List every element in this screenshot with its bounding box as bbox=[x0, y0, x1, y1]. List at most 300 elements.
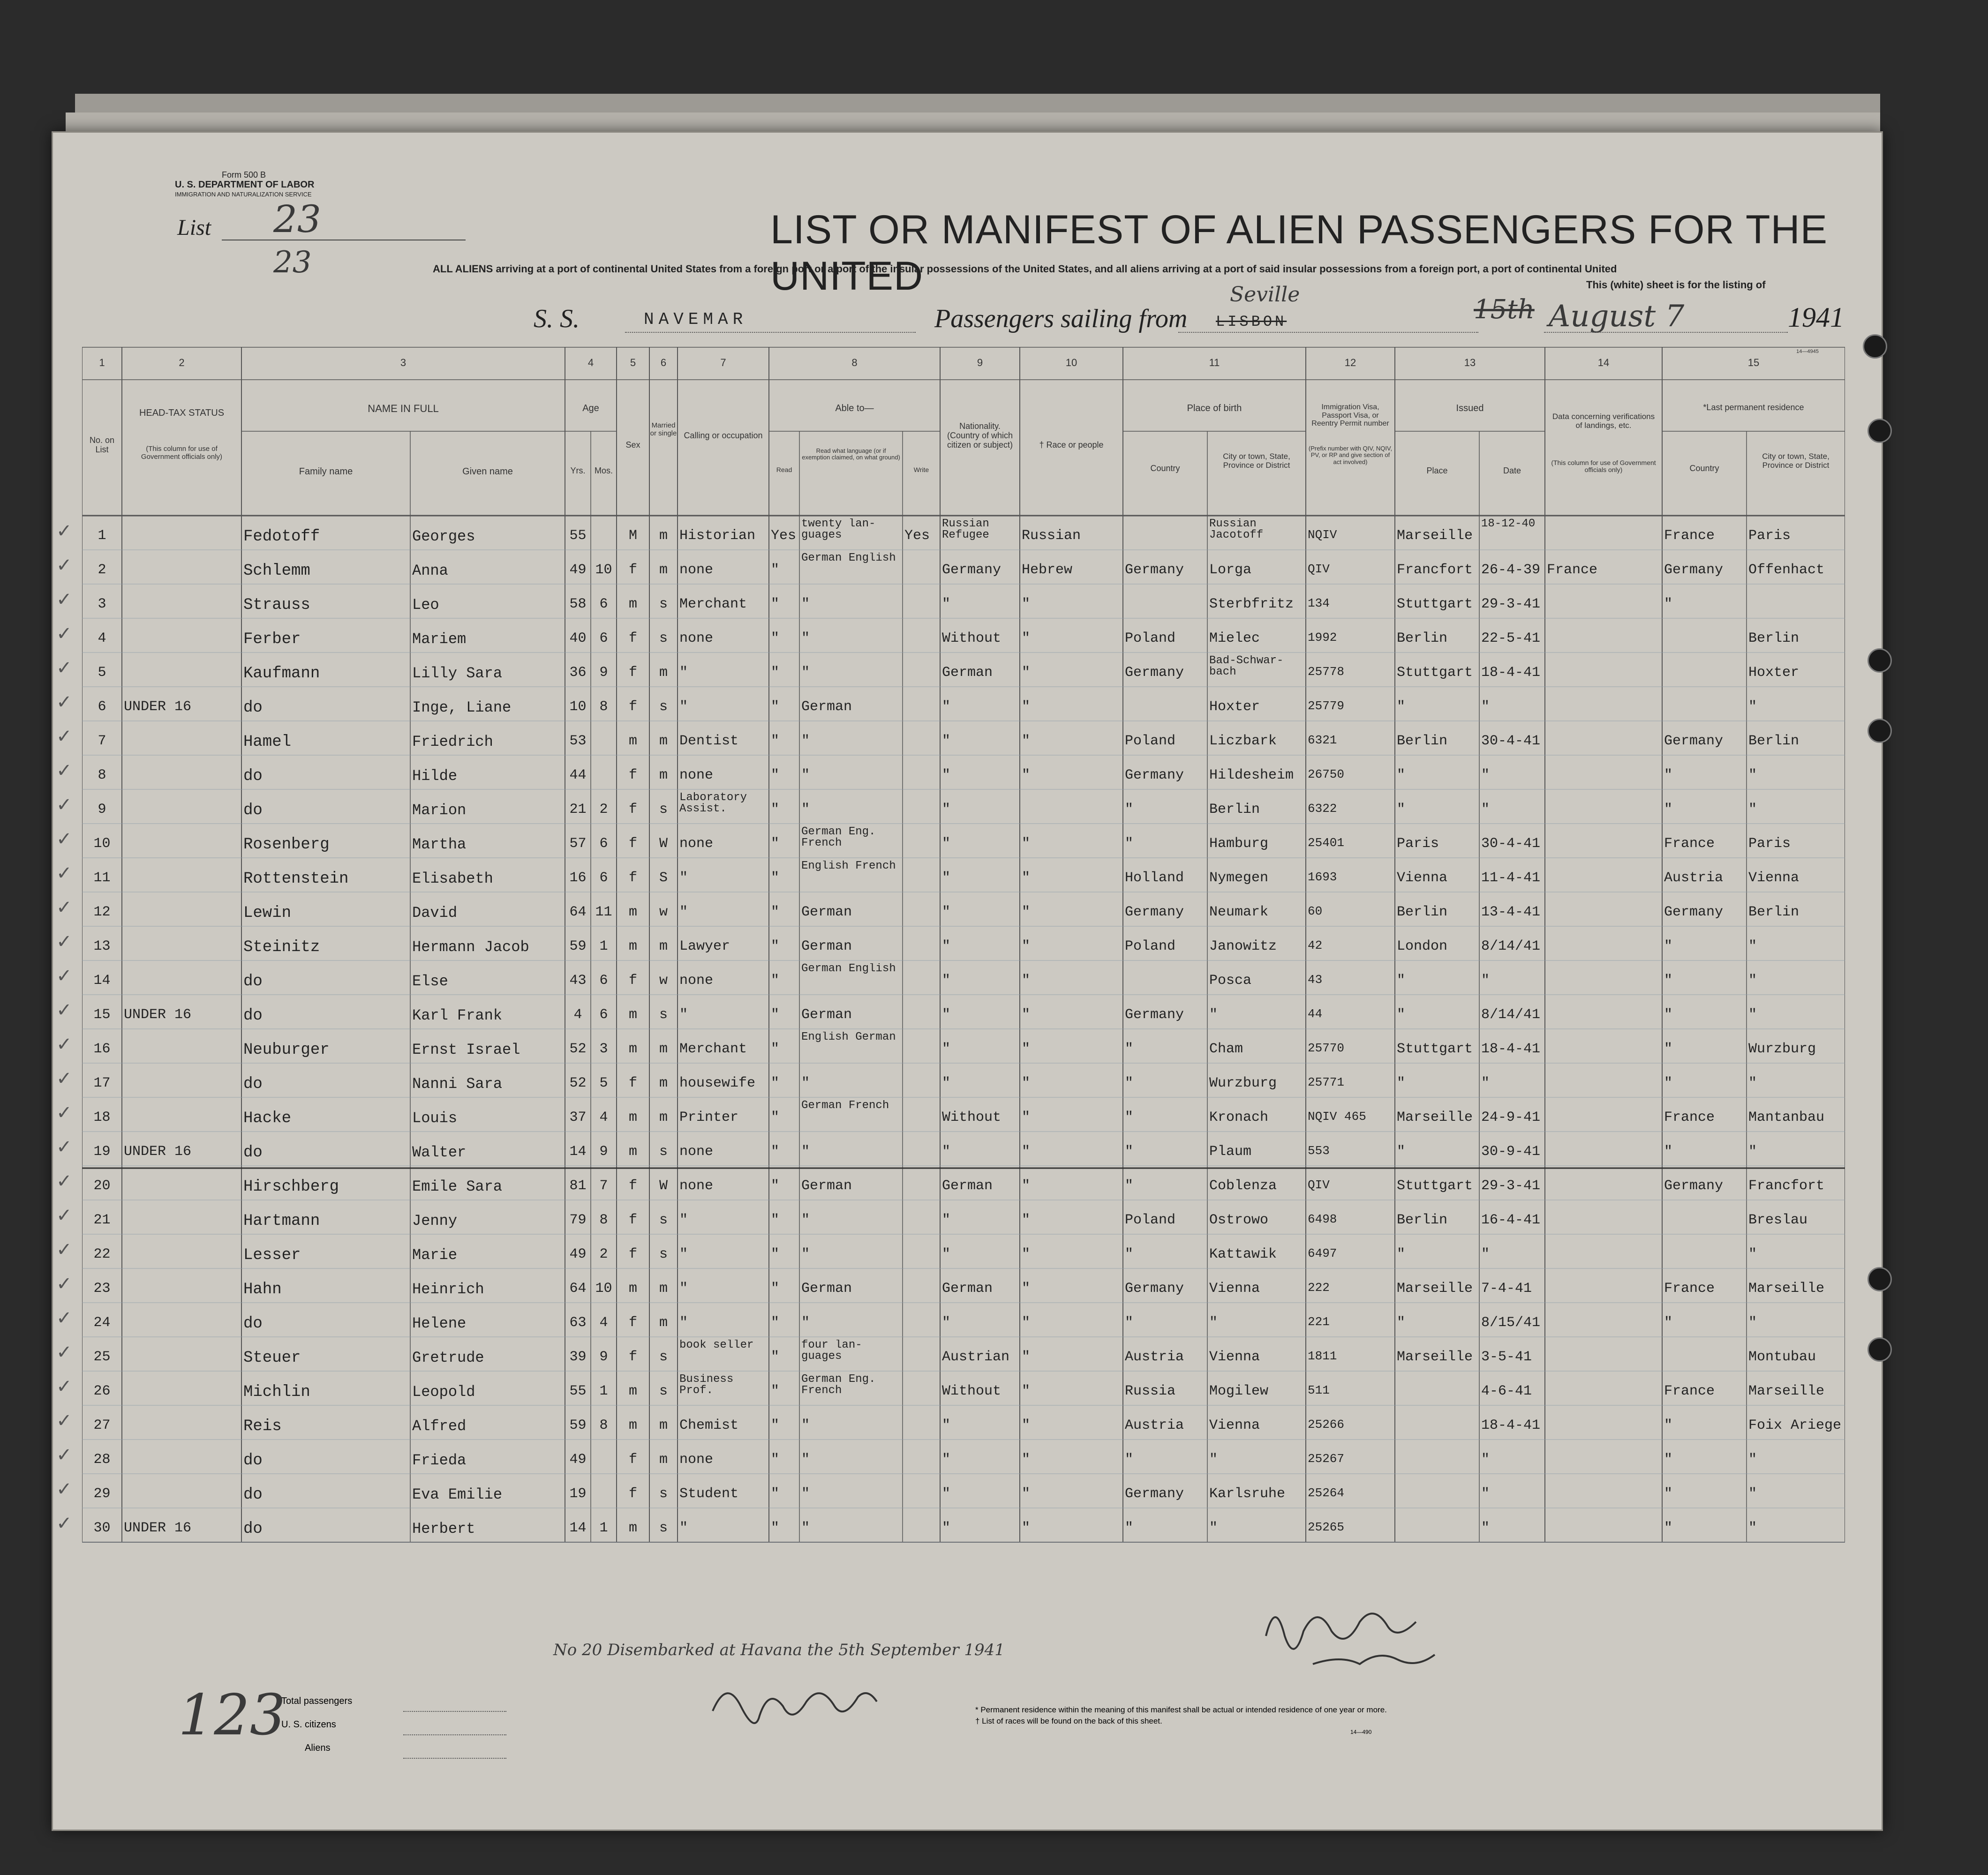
occupation: Dentist bbox=[679, 733, 739, 749]
birth-city: Bad-Schwar- bach bbox=[1209, 655, 1284, 678]
residence-country: " bbox=[1664, 1144, 1673, 1160]
marital-status: s bbox=[659, 1520, 668, 1536]
race: " bbox=[1022, 733, 1031, 749]
issued-place: " bbox=[1397, 699, 1406, 715]
birth-city: Posca bbox=[1209, 973, 1252, 989]
marital-status: s bbox=[659, 1383, 668, 1399]
age-months: 6 bbox=[599, 973, 608, 989]
nationality: " bbox=[942, 802, 951, 818]
occupation: none bbox=[679, 767, 714, 783]
family-name: Lewin bbox=[243, 904, 292, 922]
birth-city: Wurzburg bbox=[1209, 1075, 1277, 1091]
table-row bbox=[56, 1166, 1845, 1199]
can-read: " bbox=[771, 1178, 780, 1194]
race: Hebrew bbox=[1022, 562, 1073, 578]
given-name: Frieda bbox=[412, 1452, 467, 1469]
issued-place: Berlin bbox=[1397, 733, 1448, 749]
family-name: Neuburger bbox=[243, 1041, 330, 1059]
issued-place: London bbox=[1397, 938, 1448, 954]
family-name: Rottenstein bbox=[243, 870, 349, 888]
occupation: Laboratory Assist. bbox=[679, 792, 747, 815]
marital-status: m bbox=[659, 1452, 668, 1468]
nationality: German bbox=[942, 665, 993, 681]
form-number: Form 500 B bbox=[222, 170, 266, 180]
table-row bbox=[56, 721, 1845, 754]
occupation: " bbox=[679, 904, 688, 920]
row-number: 3 bbox=[98, 596, 106, 612]
table-row bbox=[56, 1303, 1845, 1336]
age-months: 11 bbox=[595, 904, 612, 920]
residence-country: " bbox=[1664, 938, 1673, 954]
family-name: do bbox=[243, 699, 263, 717]
marital-status: W bbox=[659, 1178, 668, 1194]
can-read: " bbox=[771, 1144, 780, 1160]
checkmark-icon: ✓ bbox=[56, 965, 72, 987]
can-read: " bbox=[771, 870, 780, 886]
table-row bbox=[56, 550, 1845, 583]
col-header-calling: Calling or occupation bbox=[684, 431, 763, 440]
issued-date: " bbox=[1481, 1486, 1490, 1502]
checkmark-icon: ✓ bbox=[56, 1170, 72, 1192]
given-name: Nanni Sara bbox=[412, 1075, 503, 1093]
col-header-married: Married or single bbox=[650, 421, 677, 437]
column-number: 14 bbox=[1597, 357, 1610, 368]
row-number: 29 bbox=[93, 1486, 111, 1502]
col-header-yrs: Yrs. bbox=[570, 466, 586, 475]
binder-hole bbox=[1868, 719, 1892, 743]
issued-date: 8/14/41 bbox=[1481, 938, 1541, 954]
marital-status: S bbox=[659, 870, 668, 886]
race: " bbox=[1022, 1452, 1031, 1468]
languages: " bbox=[801, 767, 810, 783]
birth-city: Cham bbox=[1209, 1041, 1243, 1057]
given-name: Jenny bbox=[412, 1212, 458, 1230]
marital-status: s bbox=[659, 1486, 668, 1502]
nationality: Austrian bbox=[942, 1349, 1010, 1365]
visa-number: 25770 bbox=[1308, 1041, 1345, 1055]
race: " bbox=[1022, 938, 1031, 954]
can-write: Yes bbox=[904, 528, 930, 544]
residence-city: " bbox=[1748, 1144, 1757, 1160]
given-name: Heinrich bbox=[412, 1281, 484, 1298]
birth-city: " bbox=[1209, 1520, 1218, 1536]
occupation: " bbox=[679, 870, 688, 886]
languages: German bbox=[801, 1178, 852, 1194]
havana-note: No 20 Disembarked at Havana the 5th September 1941 bbox=[553, 1641, 1005, 1659]
issued-place: " bbox=[1397, 1075, 1406, 1091]
issued-date: " bbox=[1481, 973, 1490, 989]
occupation: " bbox=[679, 1281, 688, 1297]
sex: m bbox=[628, 1418, 637, 1433]
birth-country: " bbox=[1125, 802, 1134, 818]
visa-number: 26750 bbox=[1308, 767, 1345, 781]
head-tax-status: UNDER 16 bbox=[124, 699, 192, 715]
birth-country: " bbox=[1125, 836, 1134, 852]
age-months: 10 bbox=[595, 562, 612, 578]
family-name: Rosenberg bbox=[243, 836, 330, 854]
occupation: Business Prof. bbox=[679, 1374, 734, 1397]
col-header-given: Given name bbox=[462, 466, 513, 477]
binder-hole bbox=[1868, 1337, 1892, 1362]
age-years: 55 bbox=[569, 528, 587, 544]
issued-date: 18-12-40 bbox=[1481, 518, 1536, 530]
checkmark-icon: ✓ bbox=[56, 862, 72, 884]
sex: f bbox=[628, 1212, 637, 1228]
page-subtitle-2: This (white) sheet is for the listing of bbox=[1586, 279, 1766, 291]
checkmark-icon: ✓ bbox=[56, 623, 72, 645]
visa-number: 60 bbox=[1308, 904, 1323, 918]
birth-city: Kattawik bbox=[1209, 1246, 1277, 1262]
birth-country: Holland bbox=[1125, 870, 1184, 886]
marital-status: s bbox=[659, 802, 668, 818]
race: " bbox=[1022, 870, 1031, 886]
issued-date: 18-4-41 bbox=[1481, 1041, 1541, 1057]
table-row bbox=[56, 824, 1845, 857]
marital-status: s bbox=[659, 699, 668, 715]
issued-date: 8/15/41 bbox=[1481, 1315, 1541, 1331]
residence-country: France bbox=[1664, 1383, 1715, 1399]
year: 1941 bbox=[1788, 302, 1844, 333]
marital-status: s bbox=[659, 596, 668, 612]
table-row bbox=[56, 858, 1845, 891]
issued-place: Marseille bbox=[1397, 1110, 1473, 1125]
given-name: Helene bbox=[412, 1315, 467, 1332]
residence-city: Paris bbox=[1748, 836, 1791, 852]
race: " bbox=[1022, 1349, 1031, 1365]
marital-status: m bbox=[659, 767, 668, 783]
languages: " bbox=[801, 1452, 810, 1468]
sex: f bbox=[628, 1452, 637, 1468]
nationality: Without bbox=[942, 630, 1002, 646]
birth-city: Hildesheim bbox=[1209, 767, 1294, 783]
birth-city: Ostrowo bbox=[1209, 1212, 1269, 1228]
occupation: none bbox=[679, 973, 714, 989]
page-subtitle: ALL ALIENS arriving at a port of continental United States from a foreign port or a port of the insular possessions of the United States, and all aliens arriving at a port of said insular possessions from a foreign port, a port of continental United bbox=[433, 263, 1617, 275]
race: " bbox=[1022, 665, 1031, 681]
given-name: Eva Emilie bbox=[412, 1486, 503, 1503]
race: " bbox=[1022, 596, 1031, 612]
table-row bbox=[56, 1097, 1845, 1131]
checkmark-icon: ✓ bbox=[56, 1102, 72, 1124]
occupation: Merchant bbox=[679, 1041, 747, 1057]
age-years: 53 bbox=[569, 733, 587, 749]
birth-country: Germany bbox=[1125, 904, 1184, 920]
residence-city: Breslau bbox=[1748, 1212, 1808, 1228]
checkmark-icon: ✓ bbox=[56, 1410, 72, 1432]
languages: " bbox=[801, 665, 810, 681]
family-name: Ferber bbox=[243, 630, 301, 648]
row-number: 20 bbox=[93, 1178, 111, 1194]
residence-city: Berlin bbox=[1748, 904, 1800, 920]
age-months: 9 bbox=[599, 665, 608, 681]
birth-country: Russia bbox=[1125, 1383, 1176, 1399]
age-months: 7 bbox=[599, 1178, 608, 1194]
col-header-no: No. on List bbox=[89, 435, 115, 454]
visa-number: 134 bbox=[1308, 596, 1330, 610]
age-years: 49 bbox=[569, 1452, 587, 1468]
visa-number: 25267 bbox=[1308, 1452, 1345, 1466]
table-row bbox=[56, 1063, 1845, 1096]
birth-city: Vienna bbox=[1209, 1349, 1260, 1365]
footnote-races: † List of races will be found on the back of this sheet. bbox=[975, 1717, 1162, 1725]
table-row bbox=[56, 516, 1845, 549]
languages: German Eng. French bbox=[801, 826, 876, 849]
birth-country: " bbox=[1125, 1178, 1134, 1194]
visa-number: 25265 bbox=[1308, 1520, 1345, 1534]
family-name: Schlemm bbox=[243, 562, 310, 580]
birth-city: Coblenza bbox=[1209, 1178, 1277, 1194]
port-underline bbox=[1178, 332, 1478, 333]
residence-city: " bbox=[1748, 938, 1757, 954]
race: " bbox=[1022, 1383, 1031, 1399]
family-name: Reis bbox=[243, 1418, 282, 1435]
age-years: 58 bbox=[569, 596, 587, 612]
table-row bbox=[56, 1268, 1845, 1302]
sex: f bbox=[628, 1246, 637, 1262]
checkmark-icon: ✓ bbox=[56, 1205, 72, 1226]
col-header-landing-note: (This column for use of Government officials only) bbox=[1551, 459, 1656, 474]
family-name: do bbox=[243, 973, 263, 990]
col-header-read-lang: Read what language (or if exemption claimed, on what ground) bbox=[802, 447, 900, 461]
issued-date: 30-4-41 bbox=[1481, 733, 1541, 749]
residence-city: Marseille bbox=[1748, 1281, 1825, 1297]
residence-country: " bbox=[1664, 1315, 1673, 1331]
given-name: Walter bbox=[412, 1144, 467, 1161]
residence-city: " bbox=[1748, 1007, 1757, 1023]
visa-number: 6322 bbox=[1308, 802, 1337, 816]
column-number: 15 bbox=[1747, 357, 1760, 368]
issued-place: Francfort bbox=[1397, 562, 1473, 578]
family-name: do bbox=[243, 1486, 263, 1504]
col-header-race: † Race or people bbox=[1039, 440, 1104, 450]
age-months: 6 bbox=[599, 870, 608, 886]
can-read: " bbox=[771, 1315, 780, 1331]
visa-number: 6497 bbox=[1308, 1246, 1337, 1260]
checkmark-icon: ✓ bbox=[56, 1136, 72, 1158]
date-struck: 15th bbox=[1474, 294, 1535, 325]
binder-hole bbox=[1863, 334, 1887, 359]
list-label: List bbox=[177, 215, 211, 240]
birth-country: Poland bbox=[1125, 733, 1176, 749]
age-months: 1 bbox=[599, 938, 608, 954]
occupation: Historian bbox=[679, 528, 756, 544]
given-name: Inge, Liane bbox=[412, 699, 512, 716]
race: " bbox=[1022, 1144, 1031, 1160]
family-name: do bbox=[243, 767, 263, 785]
given-name: Else bbox=[412, 973, 448, 990]
issued-date: " bbox=[1481, 699, 1490, 715]
race: " bbox=[1022, 1246, 1031, 1262]
given-name: Lilly Sara bbox=[412, 665, 503, 682]
officer-signature bbox=[703, 1669, 910, 1739]
table-row bbox=[56, 1371, 1845, 1404]
row-number: 15 bbox=[93, 1007, 111, 1023]
can-read: " bbox=[771, 1075, 780, 1091]
residence-city: Wurzburg bbox=[1748, 1041, 1816, 1057]
corner-code: 14—4945 bbox=[1796, 349, 1819, 354]
issued-date: 30-9-41 bbox=[1481, 1144, 1541, 1160]
sex: m bbox=[628, 1007, 637, 1023]
nationality: " bbox=[942, 1075, 951, 1091]
family-name: Steinitz bbox=[243, 938, 320, 956]
can-read: " bbox=[771, 596, 780, 612]
age-months: 9 bbox=[599, 1144, 608, 1160]
sex: m bbox=[628, 596, 637, 612]
issued-place: Berlin bbox=[1397, 904, 1448, 920]
residence-country: " bbox=[1664, 596, 1673, 612]
port-struck: LISBON bbox=[1216, 313, 1287, 330]
race: " bbox=[1022, 973, 1031, 989]
languages: German bbox=[801, 1007, 852, 1023]
residence-city: Hoxter bbox=[1748, 665, 1800, 681]
visa-number: NQIV bbox=[1308, 528, 1337, 542]
occupation: " bbox=[679, 665, 688, 681]
row-number: 6 bbox=[98, 699, 106, 715]
issued-place: Marseille bbox=[1397, 528, 1473, 544]
row-number: 19 bbox=[93, 1144, 111, 1160]
issued-place: Paris bbox=[1397, 836, 1439, 852]
column-number: 1 bbox=[99, 357, 105, 368]
row-number: 5 bbox=[98, 665, 106, 681]
col-header-family: Family name bbox=[299, 466, 353, 477]
residence-country: France bbox=[1664, 528, 1715, 544]
marital-status: s bbox=[659, 630, 668, 646]
sex: f bbox=[628, 665, 637, 681]
birth-city: Vienna bbox=[1209, 1418, 1260, 1433]
port-handwritten: Seville bbox=[1230, 283, 1300, 307]
marital-status: m bbox=[659, 1315, 668, 1331]
can-read: " bbox=[771, 733, 780, 749]
residence-city: Marseille bbox=[1748, 1383, 1825, 1399]
nationality: " bbox=[942, 1041, 951, 1057]
given-name: Georges bbox=[412, 528, 475, 545]
birth-city: Hamburg bbox=[1209, 836, 1269, 852]
col-header-nationality: Nationality. (Country of which citizen or subject) bbox=[947, 421, 1013, 450]
service-name: IMMIGRATION AND NATURALIZATION SERVICE bbox=[175, 191, 312, 198]
race: " bbox=[1022, 1418, 1031, 1433]
nationality: " bbox=[942, 938, 951, 954]
birth-country: " bbox=[1125, 1075, 1134, 1091]
birth-country: " bbox=[1125, 1144, 1134, 1160]
nationality: Russian Refugee bbox=[942, 518, 989, 541]
nationality: " bbox=[942, 596, 951, 612]
nationality: " bbox=[942, 699, 951, 715]
issued-place: " bbox=[1397, 1144, 1406, 1160]
languages: German French bbox=[801, 1100, 889, 1112]
col-header-write: Write bbox=[913, 466, 929, 473]
occupation: Lawyer bbox=[679, 938, 730, 954]
visa-number: 222 bbox=[1308, 1281, 1330, 1295]
total-line bbox=[403, 1711, 506, 1712]
sex: m bbox=[628, 938, 637, 954]
column-number: 4 bbox=[587, 357, 594, 368]
table-row bbox=[56, 1474, 1845, 1507]
issued-place: Vienna bbox=[1397, 870, 1448, 886]
checkmark-icon: ✓ bbox=[56, 1478, 72, 1500]
age-months: 3 bbox=[599, 1041, 608, 1057]
checkmark-icon: ✓ bbox=[56, 1307, 72, 1329]
landing-data: France bbox=[1547, 562, 1598, 578]
marital-status: m bbox=[659, 733, 668, 749]
nationality: " bbox=[942, 836, 951, 852]
visa-number: 42 bbox=[1308, 938, 1323, 952]
issued-date: 29-3-41 bbox=[1481, 1178, 1541, 1194]
age-years: 64 bbox=[569, 1281, 587, 1297]
birth-country: Germany bbox=[1125, 562, 1184, 578]
age-months: 2 bbox=[599, 1246, 608, 1262]
visa-number: 44 bbox=[1308, 1007, 1323, 1021]
row-number: 21 bbox=[93, 1212, 111, 1228]
row-number: 24 bbox=[93, 1315, 111, 1331]
age-years: 14 bbox=[569, 1520, 587, 1536]
col-header-birth-city: City or town, State, Province or District bbox=[1223, 452, 1290, 470]
issued-date: 3-5-41 bbox=[1481, 1349, 1532, 1365]
residence-country: " bbox=[1664, 767, 1673, 783]
checkmark-icon: ✓ bbox=[56, 1342, 72, 1363]
column-number: 11 bbox=[1209, 357, 1220, 368]
issued-date: 11-4-41 bbox=[1481, 870, 1541, 886]
can-read: " bbox=[771, 562, 780, 578]
residence-city: Mantanbau bbox=[1748, 1110, 1825, 1125]
age-years: 59 bbox=[569, 1418, 587, 1433]
languages: German English bbox=[801, 553, 896, 564]
col-header-sex: Sex bbox=[625, 440, 640, 450]
can-read: " bbox=[771, 1452, 780, 1468]
can-read: " bbox=[771, 665, 780, 681]
birth-country: Germany bbox=[1125, 1007, 1184, 1023]
marital-status: m bbox=[659, 528, 668, 544]
checkmark-icon: ✓ bbox=[56, 931, 72, 952]
languages: " bbox=[801, 630, 810, 646]
given-name: Hermann Jacob bbox=[412, 938, 529, 956]
occupation: " bbox=[679, 1315, 688, 1331]
row-number: 2 bbox=[98, 562, 106, 578]
residence-city: " bbox=[1748, 1315, 1757, 1331]
checkmark-icon: ✓ bbox=[56, 1273, 72, 1295]
visa-number: QIV bbox=[1308, 1178, 1330, 1192]
given-name: Gretrude bbox=[412, 1349, 484, 1366]
visa-number: 6321 bbox=[1308, 733, 1337, 747]
column-number: 5 bbox=[630, 357, 636, 368]
col-header-head-tax-note: (This column for use of Government officials only) bbox=[141, 445, 223, 461]
visa-number: 1811 bbox=[1308, 1349, 1337, 1363]
occupation: book seller bbox=[679, 1340, 754, 1351]
residence-country: " bbox=[1664, 1075, 1673, 1091]
row-number: 25 bbox=[93, 1349, 111, 1365]
given-name: Louis bbox=[412, 1110, 458, 1127]
age-months: 6 bbox=[599, 836, 608, 852]
nationality: " bbox=[942, 1212, 951, 1228]
occupation: " bbox=[679, 1007, 688, 1023]
issued-date: " bbox=[1481, 1452, 1490, 1468]
aliens-line bbox=[403, 1758, 506, 1759]
issued-date: 30-4-41 bbox=[1481, 836, 1541, 852]
column-number: 3 bbox=[400, 357, 407, 368]
sex: m bbox=[628, 1144, 637, 1160]
birth-city: Russian Jacotoff bbox=[1209, 518, 1264, 541]
can-read: " bbox=[771, 802, 780, 818]
birth-city: Mielec bbox=[1209, 630, 1260, 646]
race: " bbox=[1022, 630, 1031, 646]
visa-number: 25401 bbox=[1308, 836, 1345, 850]
languages: German bbox=[801, 938, 852, 954]
languages: German bbox=[801, 1281, 852, 1297]
can-read: " bbox=[771, 904, 780, 920]
total-passengers-label: Total passengers bbox=[281, 1696, 353, 1706]
given-name: Hilde bbox=[412, 767, 458, 785]
given-name: Alfred bbox=[412, 1418, 467, 1435]
nationality: Without bbox=[942, 1383, 1002, 1399]
